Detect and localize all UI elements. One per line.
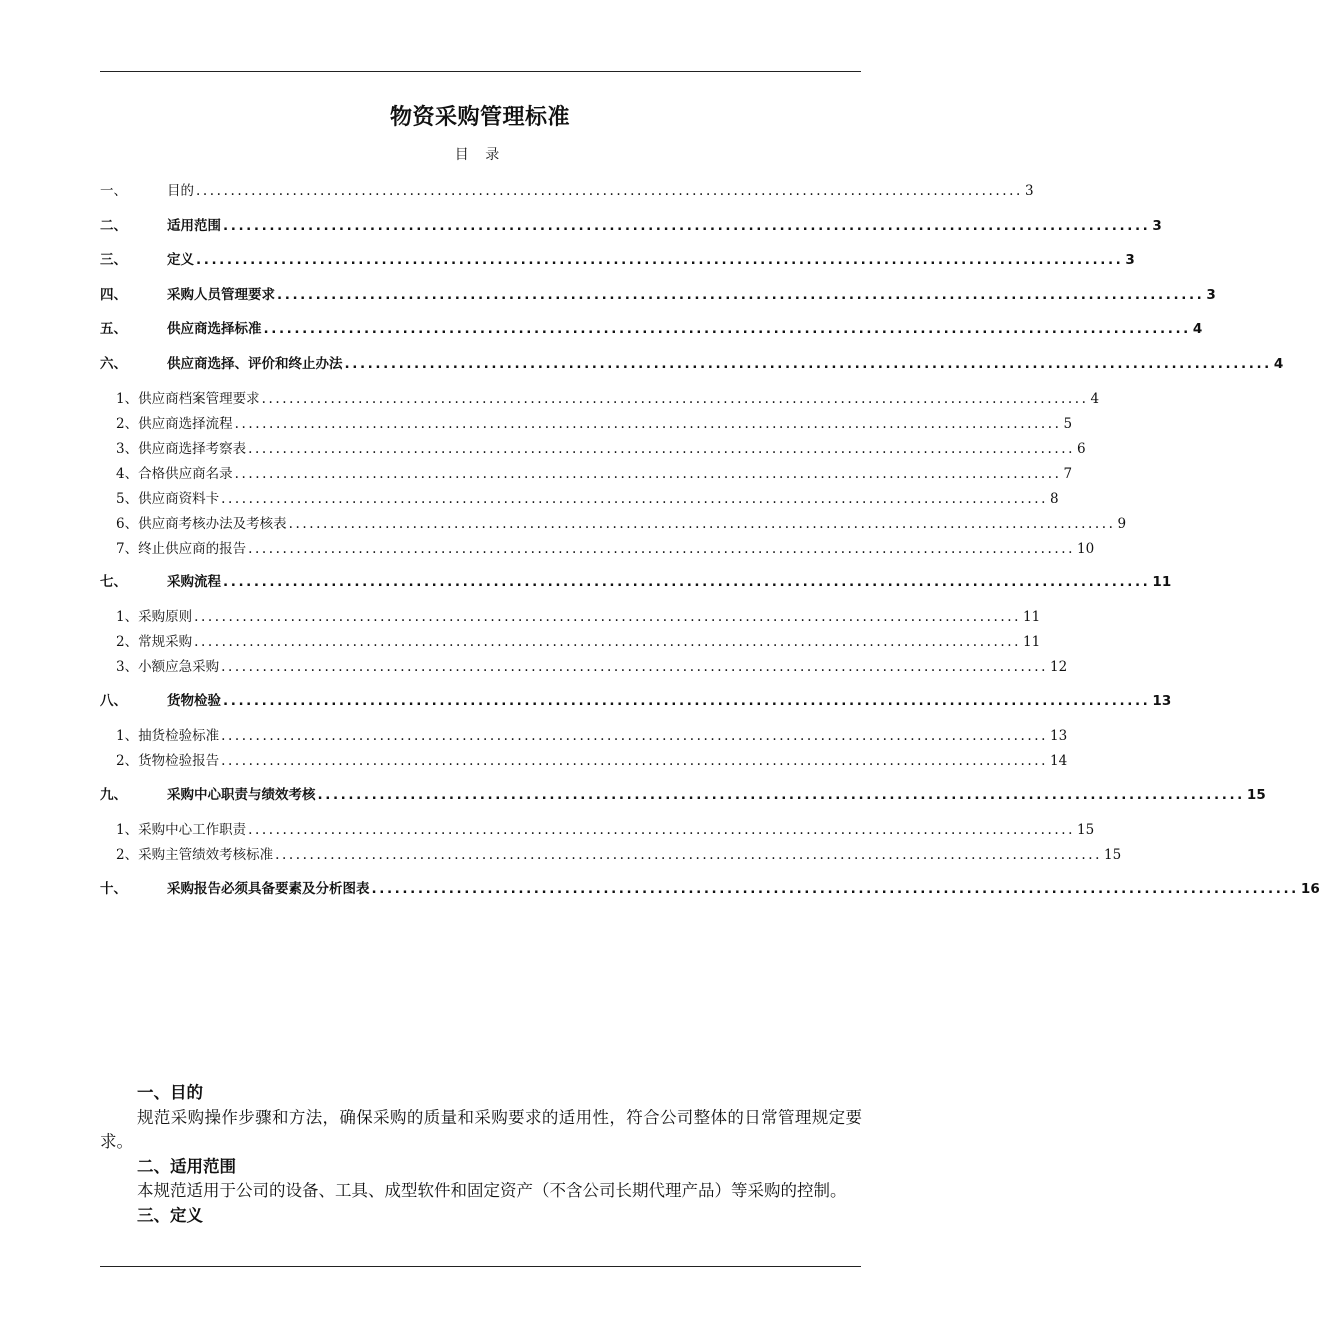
toc-leader-dots: ........................................................................................................................: [248, 822, 1076, 838]
toc-entry-label: 定义: [167, 252, 194, 268]
toc-entry[interactable]: [100, 246, 1135, 268]
toc-leader-dots: ........................................................................................................................: [221, 728, 1049, 744]
section-title-definition: 三、定义: [137, 1205, 203, 1225]
toc-entry-page: 15: [1077, 822, 1095, 838]
toc-entry-page: 11: [1023, 634, 1041, 650]
toc-entry-page: 15: [1246, 787, 1266, 803]
toc-entry-page: 10: [1077, 541, 1095, 557]
toc-leader-dots: ........................................................................................................................: [275, 847, 1103, 863]
toc-entry-page: 8: [1050, 491, 1059, 507]
toc-leader-dots: ........................................................................................................................: [221, 491, 1049, 507]
toc-entry-label: 3、供应商选择考察表: [116, 441, 247, 457]
toc-entry[interactable]: [116, 535, 1095, 557]
toc-entry-label: 4、合格供应商名录: [116, 466, 233, 482]
toc-entry[interactable]: [100, 281, 1216, 303]
toc-leader-dots: ........................................................................................................................: [344, 356, 1272, 372]
toc-entry-page: 14: [1050, 753, 1068, 769]
toc-leader-dots: ........................................................................................................................: [263, 321, 1191, 337]
toc-entry-page: 3: [1152, 218, 1162, 234]
toc-leader-dots: ........................................................................................................................: [223, 574, 1151, 590]
toc-entry-label: 1、采购中心工作职责: [116, 822, 247, 838]
toc-entry-page: 16: [1300, 881, 1320, 897]
section-paragraph-purpose: 规范采购操作步骤和方法，确保采购的质量和采购要求的适用性，符合公司整体的日常管理规定要求。: [100, 1107, 862, 1151]
toc-entry-label: 5、供应商资料卡: [116, 491, 220, 507]
toc-entry-page: 11: [1152, 574, 1172, 590]
toc-leader-dots: ........................................................................................................................: [288, 516, 1116, 532]
toc-entry-label: 2、货物检验报告: [116, 753, 220, 769]
toc-entry-page: 12: [1050, 659, 1068, 675]
toc-leader-dots: ........................................................................................................................: [221, 753, 1049, 769]
toc-entry-number: 九、: [100, 787, 127, 803]
toc-entry-label: 货物检验: [167, 693, 221, 709]
toc-entry[interactable]: [116, 460, 1073, 482]
toc-leader-dots: ........................................................................................................................: [223, 693, 1151, 709]
toc-leader-dots: ........................................................................................................................: [196, 252, 1124, 268]
toc-entry[interactable]: [100, 568, 1172, 590]
toc-entry-label: 目的: [167, 183, 194, 199]
toc-entry[interactable]: [116, 841, 1122, 863]
toc-entry-number: 二、: [100, 218, 127, 234]
toc-entry-page: 3: [1024, 183, 1034, 199]
toc-entry-page: 4: [1273, 356, 1284, 372]
toc-entry-page: 9: [1117, 516, 1127, 532]
toc-entry[interactable]: [116, 435, 1086, 457]
section-paragraph-scope: 本规范适用于公司的设备、工具、成型软件和固定资产（不含公司长期代理产品）等采购的控制。: [137, 1181, 847, 1200]
toc-entry-label: 采购流程: [167, 574, 221, 590]
section-title-scope: 二、适用范围: [137, 1156, 236, 1176]
toc-entry-page: 6: [1077, 441, 1086, 457]
toc-entry[interactable]: [100, 315, 1203, 337]
toc-entry-number: 四、: [100, 287, 127, 303]
document-title: 物资采购管理标准: [389, 105, 570, 130]
toc-entry-label: 6、供应商考核办法及考核表: [116, 516, 287, 532]
toc-entry-number: 八、: [100, 693, 127, 709]
toc-entry[interactable]: [116, 385, 1100, 407]
toc-entry[interactable]: [100, 875, 1320, 897]
toc-entry-label: 1、抽货检验标准: [116, 728, 220, 744]
toc-entry[interactable]: [116, 816, 1095, 838]
toc-entry[interactable]: [100, 177, 1034, 199]
toc-entry-page: 11: [1023, 609, 1041, 625]
toc-entry-page: 13: [1050, 728, 1068, 744]
toc-entry-label: 3、小额应急采购: [116, 659, 220, 675]
toc-leader-dots: ........................................................................................................................: [234, 416, 1062, 432]
toc-entry-page: 5: [1063, 416, 1073, 432]
toc-entry-label: 供应商选择标准: [167, 321, 262, 337]
toc-entry[interactable]: [116, 722, 1068, 744]
toc-leader-dots: ........................................................................................................................: [248, 541, 1076, 557]
toc-entry-label: 采购报告必须具备要素及分析图表: [167, 881, 370, 897]
toc-entry-page: 13: [1152, 693, 1172, 709]
toc-leader-dots: ........................................................................................................................: [221, 659, 1049, 675]
toc-leader-dots: ........................................................................................................................: [261, 391, 1089, 407]
toc-entry-number: 一、: [100, 183, 127, 199]
toc-leader-dots: ........................................................................................................................: [317, 787, 1245, 803]
toc-entry-label: 供应商选择、评价和终止办法: [167, 356, 343, 372]
section-title-purpose: 一、目的: [137, 1083, 203, 1102]
toc-entry-label: 适用范围: [167, 218, 221, 234]
toc-entry[interactable]: [116, 628, 1041, 650]
toc-entry-number: 五、: [100, 321, 127, 337]
toc-entry-label: 1、供应商档案管理要求: [116, 391, 260, 407]
toc-entry-label: 1、采购原则: [116, 609, 193, 625]
toc-leader-dots: ........................................................................................................................: [223, 218, 1151, 234]
footer-rule: [100, 1266, 861, 1267]
toc-entry[interactable]: [116, 485, 1059, 507]
toc-entry-number: 七、: [100, 574, 127, 590]
toc-entry[interactable]: [116, 410, 1073, 432]
toc-entry-label: 7、终止供应商的报告: [116, 541, 247, 557]
toc-entry-page: 7: [1063, 466, 1073, 482]
toc-entry-number: 十、: [100, 881, 127, 897]
toc-leader-dots: ........................................................................................................................: [234, 466, 1062, 482]
toc-entry[interactable]: [116, 510, 1127, 532]
toc-entry-label: 2、供应商选择流程: [116, 416, 233, 432]
toc-leader-dots: ........................................................................................................................: [194, 609, 1022, 625]
toc-entry-page: 3: [1125, 252, 1135, 268]
toc-heading: 目 录: [454, 147, 506, 163]
toc-leader-dots: ........................................................................................................................: [194, 634, 1022, 650]
toc-leader-dots: ........................................................................................................................: [277, 287, 1205, 303]
toc-entry-label: 2、常规采购: [116, 634, 193, 650]
body-content: [100, 1081, 862, 1228]
toc-entry-label: 2、采购主管绩效考核标准: [116, 847, 274, 863]
toc-leader-dots: ........................................................................................................................: [371, 881, 1299, 897]
toc-entry-number: 三、: [100, 252, 127, 268]
toc-entry[interactable]: [116, 603, 1041, 625]
toc-entry-page: 3: [1206, 287, 1216, 303]
toc-entry[interactable]: [100, 687, 1172, 709]
toc-entry[interactable]: [100, 781, 1266, 803]
toc-entry[interactable]: [116, 747, 1068, 769]
toc-entry[interactable]: [100, 212, 1162, 234]
toc-entry-label: 采购人员管理要求: [167, 287, 275, 303]
toc-entry-page: 4: [1090, 391, 1100, 407]
toc-leader-dots: ........................................................................................................................: [248, 441, 1076, 457]
toc-entry-page: 4: [1192, 321, 1203, 337]
toc-leader-dots: ........................................................................................................................: [196, 183, 1023, 199]
toc-entry[interactable]: [100, 350, 1284, 372]
toc-entry-label: 采购中心职责与绩效考核: [167, 787, 316, 803]
toc-entry-number: 六、: [100, 356, 127, 372]
toc-entry[interactable]: [116, 653, 1068, 675]
toc-entry-page: 15: [1104, 847, 1122, 863]
